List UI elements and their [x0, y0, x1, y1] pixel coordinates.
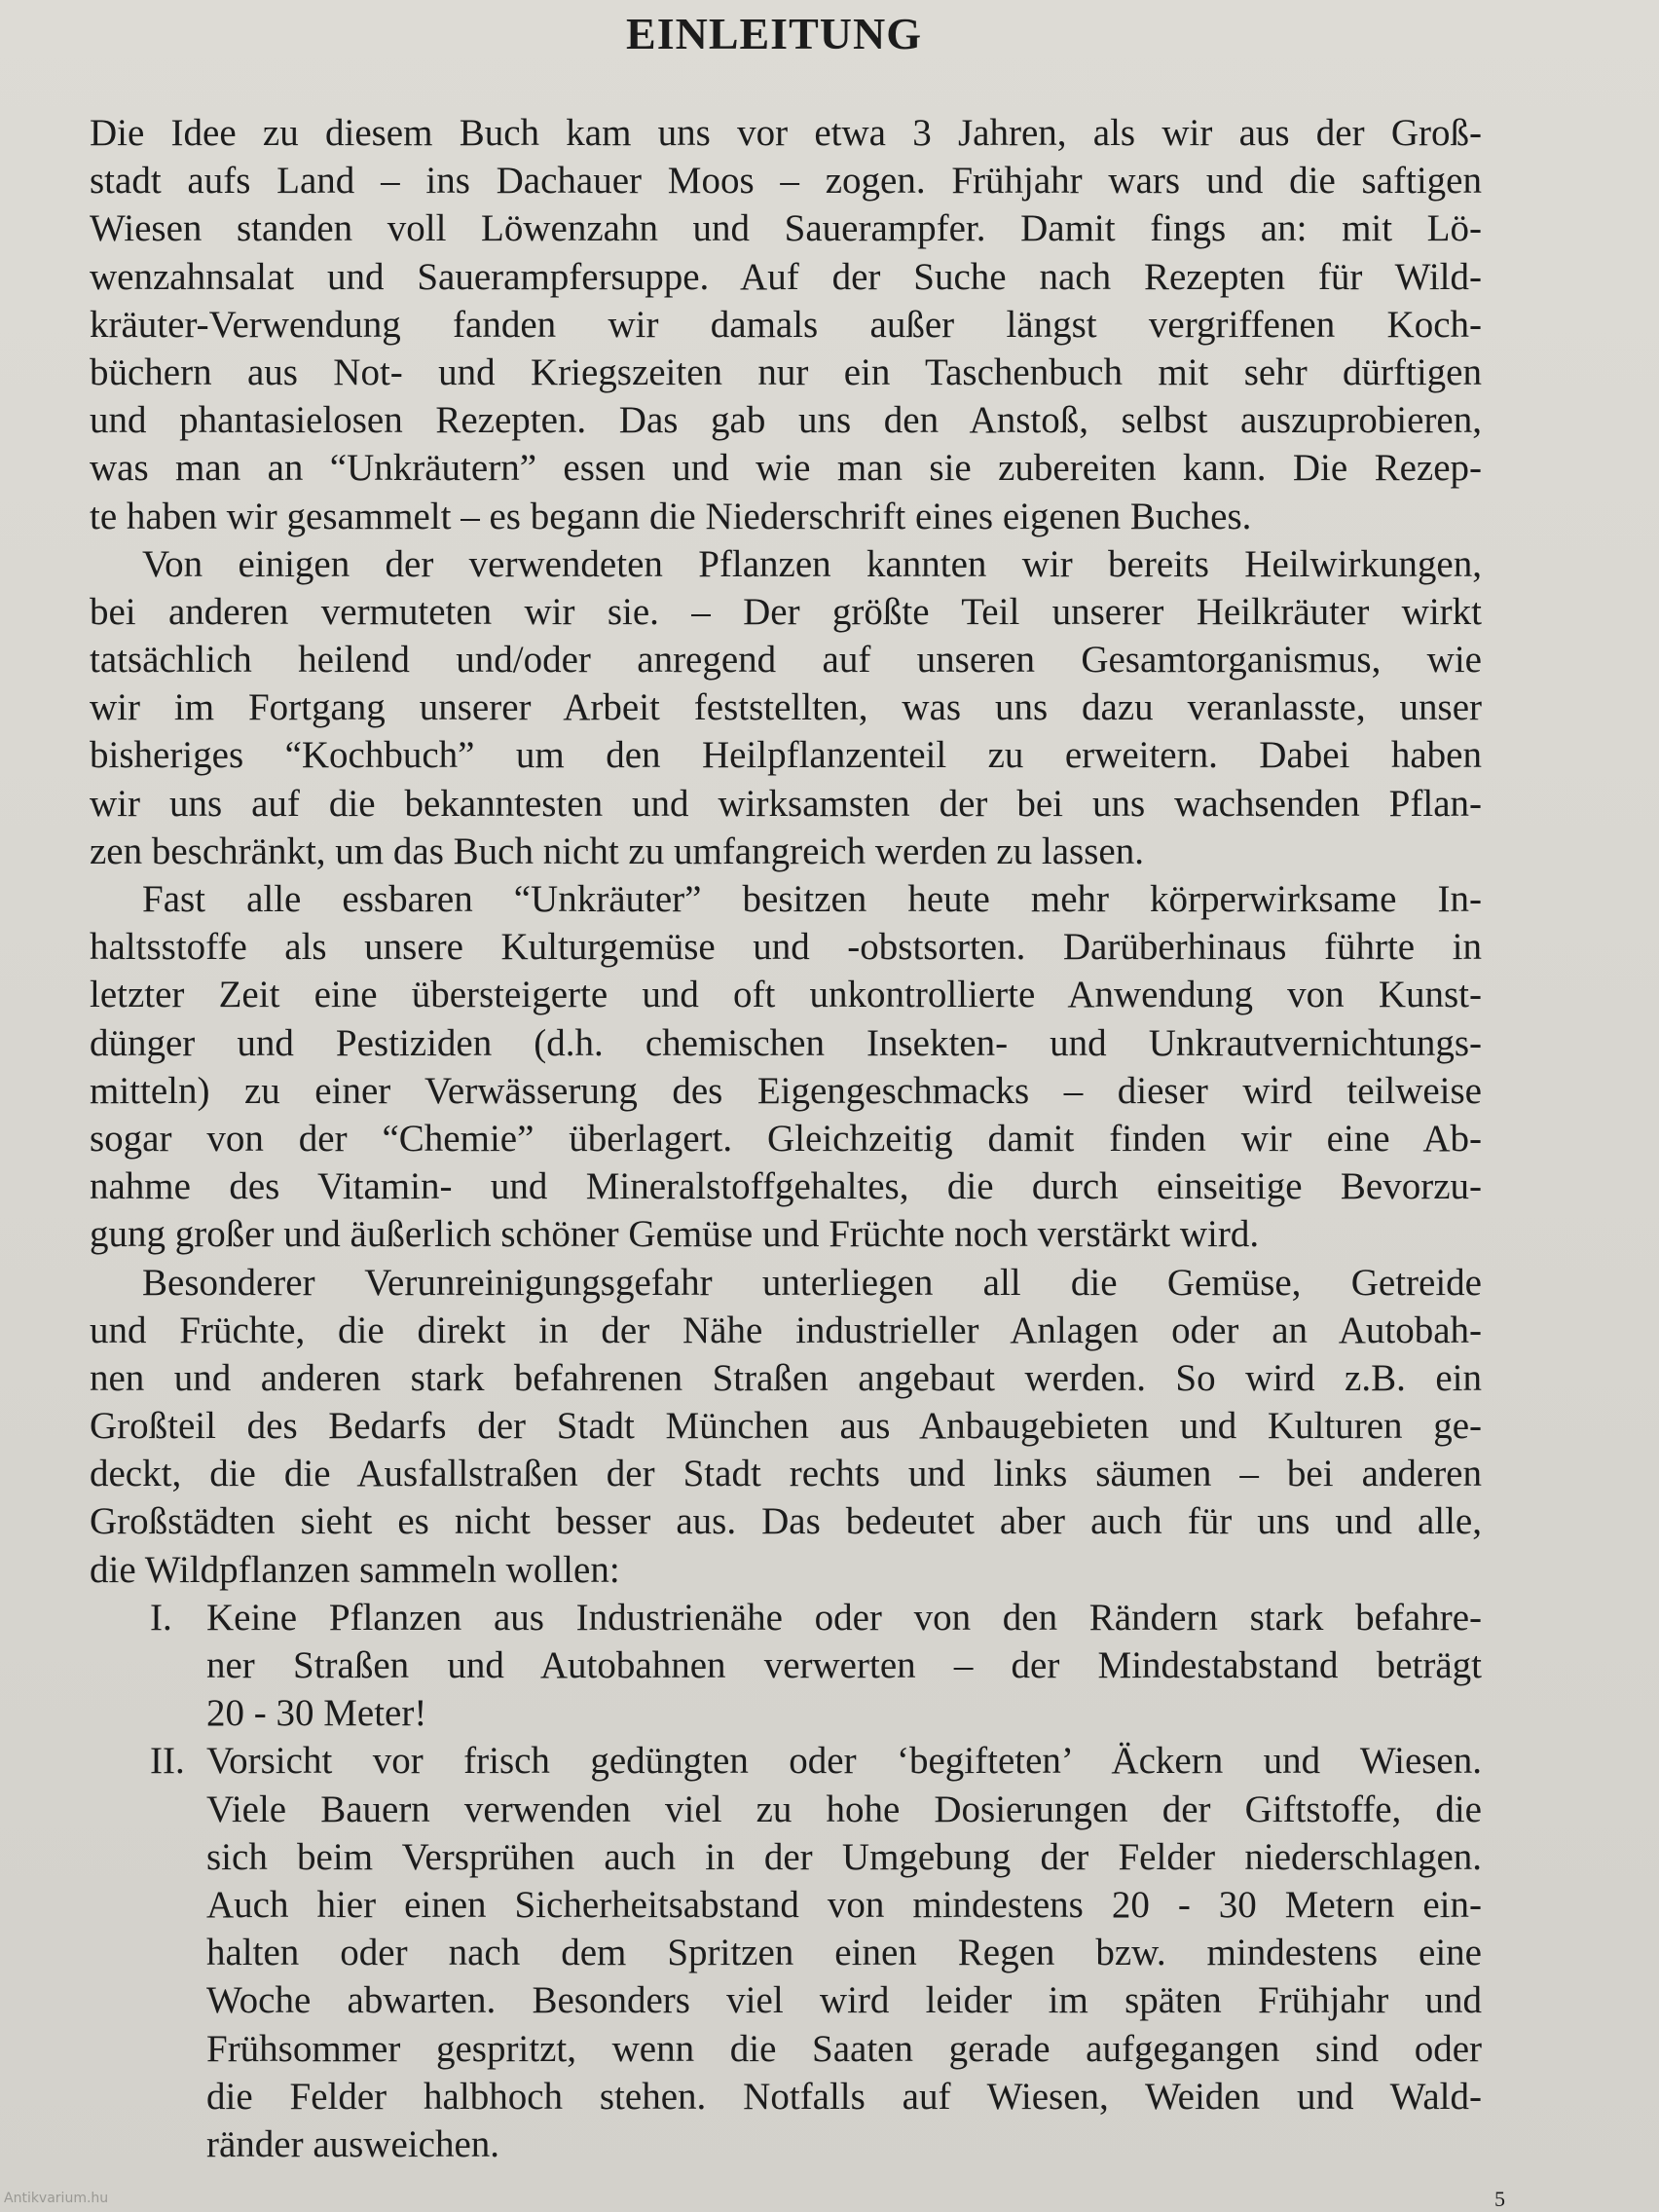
list-item-1 [90, 1594, 1482, 1738]
text-line: Keine Pflanzen aus Industrienähe oder von den Rändern stark befahre- [206, 1596, 1482, 1639]
text-line: Woche abwarten. Besonders viel wird leider im späten Frühjahr und [206, 1979, 1482, 2022]
watermark: Antikvarium.hu [4, 2191, 109, 2206]
text-line: halten oder nach dem Spritzen einen Regen bzw. mindestens eine [206, 1932, 1482, 1974]
text-line: büchern aus Not- und Kriegszeiten nur ein Taschenbuch mit sehr dürftigen [90, 350, 1482, 393]
text-line: te haben wir gesammelt – es begann die Niederschrift eines eigenen Buches. [90, 495, 1252, 537]
text-line: was man an “Unkräutern” essen und wie man sie zubereiten kann. Die Rezep- [90, 447, 1482, 490]
text-line: ränder ausweichen. [206, 2122, 500, 2165]
text-line: Vorsicht vor frisch gedüngten oder ‘begifteten’ Äckern und Wiesen. [206, 1740, 1482, 1783]
paragraph-2 [90, 540, 1482, 875]
text-line: die Felder halbhoch stehen. Notfalls auf Wiesen, Weiden und Wald- [206, 2075, 1482, 2118]
page-title: EINLEITUNG [626, 9, 922, 58]
text-line: und Früchte, die direkt in der Nähe industrieller Anlagen oder an Autobah- [90, 1309, 1482, 1351]
text-line: Wiesen standen voll Löwenzahn und Sauerampfer. Damit fings an: mit Lö- [90, 207, 1482, 250]
text-line: zen beschränkt, um das Buch nicht zu umfangreich werden zu lassen. [90, 830, 1144, 872]
text-line: tatsächlich heilend und/oder anregend auf unseren Gesamtorganismus, wie [90, 639, 1482, 682]
paragraph-3 [90, 875, 1482, 1259]
text-line: Fast alle essbaren “Unkräuter” besitzen heute mehr körperwirksame In- [142, 878, 1482, 920]
text-line: haltsstoffe als unsere Kulturgemüse und -obstsorten. Darüberhinaus führte in [90, 926, 1482, 969]
text-line: mitteln) zu einer Verwässerung des Eigengeschmacks – dieser wird teilweise [90, 1069, 1482, 1112]
list-number: II. [150, 1740, 185, 1783]
text-line: Besonderer Verunreinigungsgefahr unterliegen all die Gemüse, Getreide [142, 1261, 1482, 1304]
list-number: I. [150, 1596, 172, 1639]
text-line: nen und anderen stark befahrenen Straßen angebaut werden. So wird z.B. ein [90, 1356, 1482, 1399]
paragraph-4 [90, 1259, 1482, 1594]
text-line: Frühsommer gespritzt, wenn die Saaten gerade aufgegangen sind oder [206, 2027, 1482, 2070]
text-line: deckt, die die Ausfallstraßen der Stadt rechts und links säumen – bei anderen [90, 1453, 1482, 1495]
list-item-2 [90, 1737, 1482, 2168]
text-line: bisheriges “Kochbuch” um den Heilpflanzenteil zu erweitern. Dabei haben [90, 734, 1482, 777]
text-line: nahme des Vitamin- und Mineralstoffgehaltes, die durch einseitige Bevorzu- [90, 1165, 1482, 1208]
text-line: Großstädten sieht es nicht besser aus. Das bedeutet aber auch für uns und alle, [90, 1500, 1482, 1543]
paragraph-1 [90, 109, 1482, 540]
text-line: gung großer und äußerlich schöner Gemüse und Früchte noch verstärkt wird. [90, 1213, 1260, 1256]
text-line: Die Idee zu diesem Buch kam uns vor etwa 3 Jahren, als wir aus der Groß- [90, 112, 1482, 154]
text-line: die Wildpflanzen sammeln wollen: [90, 1548, 620, 1591]
text-line: Von einigen der verwendeten Pflanzen kannten wir bereits Heilwirkungen, [142, 542, 1482, 585]
text-line: kräuter-Verwendung fanden wir damals außer längst vergriffenen Koch- [90, 303, 1482, 346]
text-line: Viele Bauern verwenden viel zu hohe Dosierungen der Giftstoffe, die [206, 1788, 1482, 1830]
text-line: 20 - 30 Meter! [206, 1692, 427, 1735]
text-line: wir im Fortgang unserer Arbeit feststellten, was uns dazu veranlasste, unser [90, 686, 1482, 729]
text-line: bei anderen vermuteten wir sie. – Der größte Teil unserer Heilkräuter wirkt [90, 590, 1482, 633]
text-line: Großteil des Bedarfs der Stadt München aus Anbaugebieten und Kulturen ge- [90, 1405, 1482, 1448]
body-text [90, 109, 1482, 2168]
text-line: dünger und Pestiziden (d.h. chemischen Insekten- und Unkrautvernichtungs- [90, 1021, 1482, 1064]
text-line: stadt aufs Land – ins Dachauer Moos – zogen. Frühjahr wars und die saftigen [90, 160, 1482, 203]
text-line: letzter Zeit eine übersteigerte und oft unkontrollierte Anwendung von Kunst- [90, 974, 1482, 1016]
text-line: Auch hier einen Sicherheitsabstand von mindestens 20 - 30 Metern ein- [206, 1883, 1482, 1926]
text-line: sogar von der “Chemie” überlagert. Gleichzeitig damit finden wir eine Ab- [90, 1117, 1482, 1160]
text-line: wenzahnsalat und Sauerampfersuppe. Auf der Suche nach Rezepten für Wild- [90, 255, 1482, 298]
text-line: wir uns auf die bekanntesten und wirksamsten der bei uns wachsenden Pflan- [90, 782, 1482, 825]
text-line: sich beim Versprühen auch in der Umgebung der Felder niederschlagen. [206, 1835, 1482, 1878]
text-line: und phantasielosen Rezepten. Das gab uns den Anstoß, selbst auszuprobieren, [90, 399, 1482, 442]
text-line: ner Straßen und Autobahnen verwerten – der Mindestabstand beträgt [206, 1644, 1482, 1686]
page-number: 5 [1494, 2187, 1505, 2211]
